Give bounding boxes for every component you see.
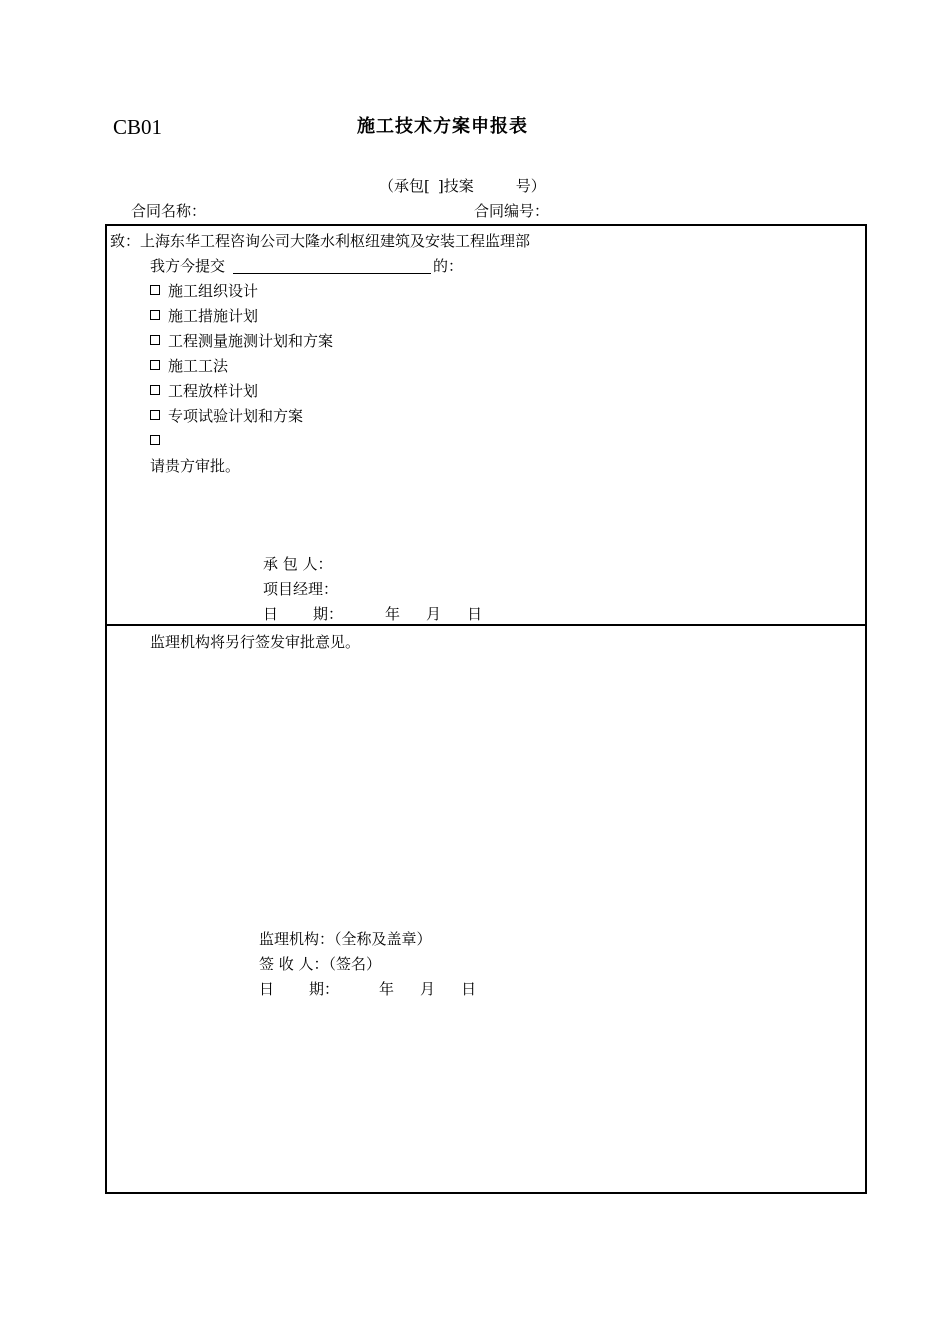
submit-prefix: 我方今提交 (150, 257, 226, 275)
date-label-end: 期： (313, 605, 344, 623)
approval-section (105, 624, 867, 1194)
form-number-suffix: 号） (515, 177, 546, 195)
date-label-start: 日 (259, 980, 275, 998)
option-item (150, 309, 258, 324)
agency-label: 监理机构：（全称及盖章） (259, 930, 432, 948)
checkbox-icon[interactable] (150, 435, 160, 445)
form-number-line (379, 179, 546, 194)
month-label: 月 (426, 605, 442, 623)
form-number-middle: ]技案 (437, 177, 474, 195)
year-label: 年 (385, 605, 401, 623)
submit-line (150, 259, 463, 274)
date-line (259, 982, 476, 997)
form-code: CB01 (113, 115, 163, 139)
day-label: 日 (467, 605, 483, 623)
submission-section (105, 224, 867, 626)
month-label: 月 (420, 980, 436, 998)
option-label: 施工工法 (168, 357, 229, 375)
option-label: 工程放样计划 (168, 382, 259, 400)
project-manager-label: 项目经理： (263, 580, 339, 598)
date-label-end: 期： (309, 980, 340, 998)
request-text: 请贵方审批。 (150, 457, 241, 475)
checkbox-icon[interactable] (150, 285, 160, 295)
contract-name-label: 合同名称： (131, 202, 207, 220)
submit-suffix: 的： (433, 257, 464, 275)
contractor-label: 承 包 人： (263, 555, 333, 573)
checkbox-icon[interactable] (150, 310, 160, 320)
option-item (150, 359, 228, 374)
option-label: 施工组织设计 (168, 282, 259, 300)
form-number-prefix: （承包[ (379, 177, 430, 195)
checkbox-icon[interactable] (150, 385, 160, 395)
option-item (150, 284, 258, 299)
date-line (263, 607, 482, 622)
contract-number-label: 合同编号： (474, 202, 550, 220)
option-item (150, 334, 333, 349)
checkbox-icon[interactable] (150, 360, 160, 370)
date-label-start: 日 (263, 605, 279, 623)
option-label: 施工措施计划 (168, 307, 259, 325)
submit-blank-field[interactable] (233, 259, 431, 274)
option-item (150, 434, 168, 449)
form-title: 施工技术方案申报表 (357, 116, 528, 137)
option-item (150, 409, 303, 424)
opinion-text: 监理机构将另行签发审批意见。 (150, 633, 361, 651)
year-label: 年 (379, 980, 395, 998)
day-label: 日 (461, 980, 477, 998)
option-label: 工程测量施测计划和方案 (168, 332, 334, 350)
option-item (150, 384, 258, 399)
checkbox-icon[interactable] (150, 335, 160, 345)
receiver-label: 签 收 人：（签名） (259, 955, 382, 973)
option-label: 专项试验计划和方案 (168, 407, 304, 425)
recipient-line: 致：上海东华工程咨询公司大隆水利枢纽建筑及安装工程监理部 (110, 232, 531, 250)
checkbox-icon[interactable] (150, 410, 160, 420)
